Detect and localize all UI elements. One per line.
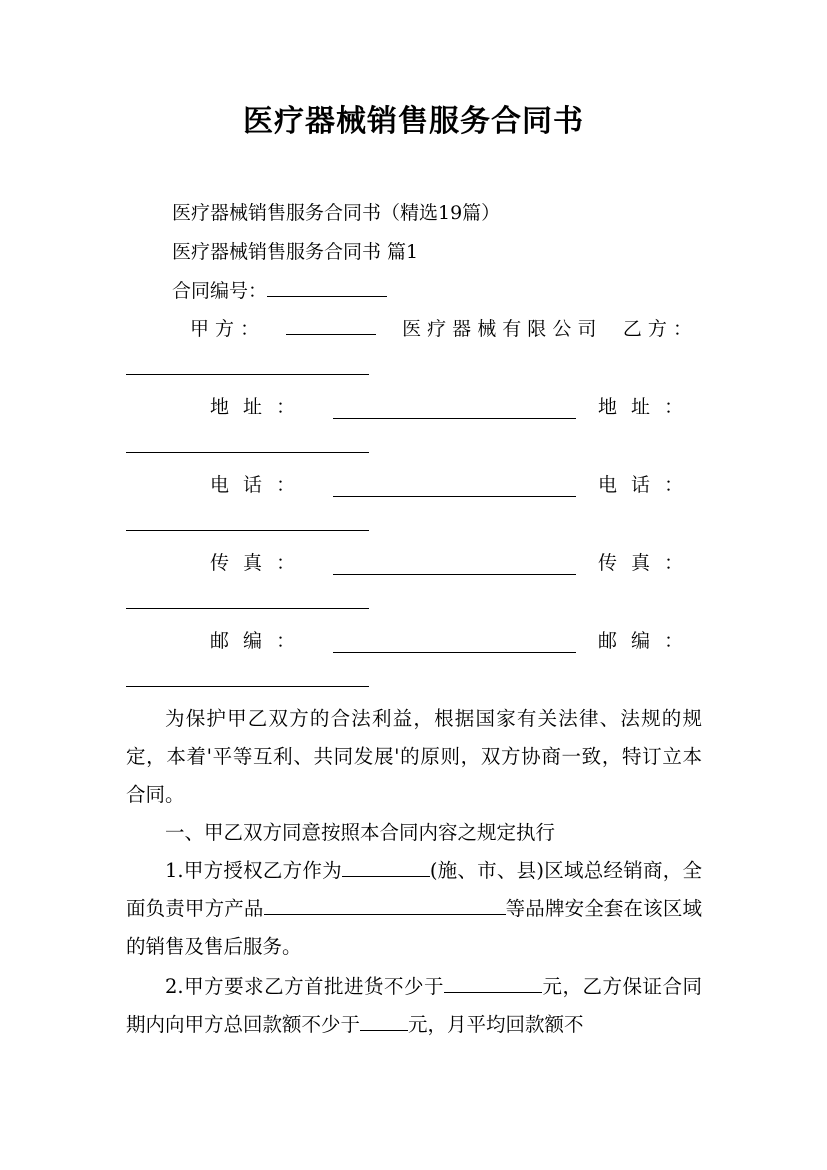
party-b-blank — [126, 374, 369, 375]
phone-b-label: 电 话 ： — [598, 474, 688, 496]
item1-text-b: (施、市、县)区域总经销 — [429, 859, 643, 882]
party-a-label: 甲 方 ： — [190, 318, 260, 340]
document-title: 医疗器械销售服务合同书 — [243, 104, 584, 139]
contract-number-blank — [267, 278, 387, 297]
item1-text-d: 等品牌安全 — [505, 897, 604, 920]
item2-text-d: 元，月平均回款额不 — [408, 1013, 584, 1036]
phone-a-label: 电 话 ： — [210, 474, 300, 496]
address-a-blank — [333, 418, 576, 419]
phone-b-blank — [126, 530, 369, 531]
fax-b-blank — [126, 608, 369, 609]
item1-blank-1 — [342, 858, 430, 877]
postcode-b-label: 邮 编 ： — [598, 630, 688, 652]
document-subtitle: 医疗器械销售服务合同书（精选19篇） — [172, 202, 501, 224]
address-a-label: 地 址 ： — [210, 396, 300, 418]
company-text: 医 疗 器 械 有 限 公 司 — [402, 318, 597, 340]
address-b-label: 地 址 ： — [598, 396, 688, 418]
item2-text-a: 2.甲方要求乙方首批进货不少于 — [165, 975, 445, 998]
fax-a-label: 传 真 ： — [210, 552, 300, 574]
party-a-blank — [286, 316, 376, 335]
clause-item-2 — [126, 968, 702, 1044]
postcode-b-blank — [126, 686, 369, 687]
party-row — [190, 316, 692, 342]
item2-blank-2 — [360, 1012, 408, 1031]
phone-a-blank — [333, 496, 576, 497]
item1-text-a: 1.甲方授权乙方作为 — [165, 859, 342, 882]
item2-text-b: 元，乙方保 — [542, 975, 643, 998]
intro-paragraph: 为保护甲乙双方的合法利益，根据国家有关法律、法规的规定，本着'平等互利、共同发展'的原则，双方协商一致，特订立本合同。 — [126, 707, 702, 806]
item1-text-c: 商，全面负责甲方产品 — [126, 859, 702, 920]
contract-number-row — [172, 278, 387, 304]
item1-text-e: 套在该区域的销售及售后服务。 — [126, 897, 702, 958]
fax-a-blank — [333, 574, 576, 575]
item2-blank-1 — [444, 974, 542, 993]
item2-text-c: 证合同期内向甲方总回款额不少于 — [126, 975, 702, 1036]
party-b-label: 乙 方 ： — [622, 318, 692, 340]
clause-item-1 — [126, 852, 702, 966]
contract-number-label: 合同编号： — [172, 280, 268, 302]
fax-b-label: 传 真 ： — [598, 552, 688, 574]
clause-heading: 一、甲乙双方同意按照本合同内容之规定执行 — [165, 821, 556, 844]
section-heading: 医疗器械销售服务合同书 篇1 — [172, 241, 419, 263]
postcode-a-label: 邮 编 ： — [210, 630, 300, 652]
item1-blank-2 — [264, 896, 506, 915]
postcode-a-blank — [333, 652, 576, 653]
address-b-blank — [126, 452, 369, 453]
